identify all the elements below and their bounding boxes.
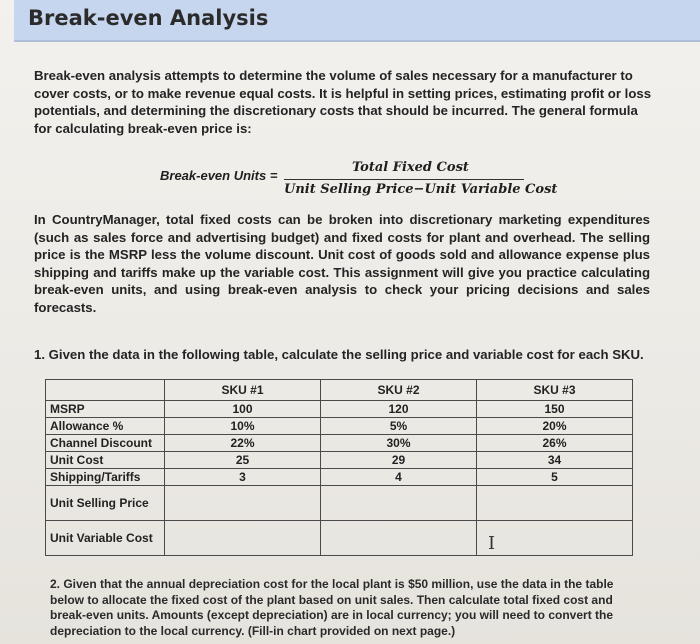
intro-paragraph: Break-even analysis attempts to determine the volume of sales necessary for a manufacturer to cover costs, or to make revenue equal costs. It is helpful in setting prices, estimating profit or loss potentials, and determining the discretionary costs that should be incurred. The general formula for calculating break-even price is: [34,68,652,136]
table-cell: 120 [321,401,477,418]
table-header-cell: SKU #1 [165,380,321,401]
table-cell: 20% [477,418,633,435]
table-row [46,401,633,418]
row-label: Unit Selling Price [46,486,165,521]
table-cell: 5 [477,469,633,486]
table-cell: 30% [321,435,477,452]
row-label: Channel Discount [46,435,165,452]
table-cell: 34 [477,452,633,469]
table-cell: 26% [477,435,633,452]
table-row [46,521,633,556]
body-paragraph: In CountryManager, total fixed costs can be broken into discretionary marketing expenditures (such as sales force and advertising budget) and fixed costs for plant and overhead. The selling price is the MSRP less the volume discount. Unit cost of goods sold and allowance expense plus shipping and tariffs make up the variable cost. This assignment will give you practice calculating break-even units, and using break-even analysis to check your pricing decisions and sales forecasts. [34,212,650,315]
fill-in-cell[interactable] [477,521,633,556]
table-row [46,469,633,486]
table-cell: 5% [321,418,477,435]
row-label: Unit Cost [46,452,165,469]
row-label: Unit Variable Cost [46,521,165,556]
formula-numerator: Total Fixed Cost [352,160,469,175]
table-row [46,418,633,435]
fill-in-cell[interactable] [321,521,477,556]
text-cursor-icon: I [488,533,496,554]
fill-in-cell[interactable] [321,486,477,521]
sku-table [45,379,633,556]
fraction-bar [284,179,524,180]
row-label: Shipping/Tariffs [46,469,165,486]
table-header-row [46,380,633,401]
table-row [46,452,633,469]
row-label: Allowance % [46,418,165,435]
table-cell: 4 [321,469,477,486]
table-cell: 150 [477,401,633,418]
row-label: MSRP [46,401,165,418]
page-title: Break-even Analysis [28,6,269,30]
fill-in-cell[interactable] [477,486,633,521]
table-row [46,435,633,452]
table-row [46,486,633,521]
formula-lhs: Break-even Units = [160,168,278,183]
table-cell: 10% [165,418,321,435]
table-header-cell [46,380,165,401]
question-2: 2. Given that the annual depreciation cost for the local plant is $50 million, use the data in the table below to allocate the fixed cost of the plant based on unit sales. Then calculate total fixed cost and break-even units. Amounts (except depreciation) are in local currency; you will need to convert the depreciation to the local currency. (Fill-in chart provided on next page.) [50,577,614,638]
formula-denominator: Unit Selling Price−Unit Variable Cost [284,182,558,197]
fill-in-cell[interactable] [165,521,321,556]
table-cell: 100 [165,401,321,418]
break-even-formula [160,160,560,204]
fill-in-cell[interactable] [165,486,321,521]
table-cell: 25 [165,452,321,469]
table-header-cell: SKU #3 [477,380,633,401]
question-1: 1. Given the data in the following table, calculate the selling price and variable cost for each SKU. [34,347,644,362]
table-cell: 3 [165,469,321,486]
table-cell: 29 [321,452,477,469]
table-cell: 22% [165,435,321,452]
table-header-cell: SKU #2 [321,380,477,401]
